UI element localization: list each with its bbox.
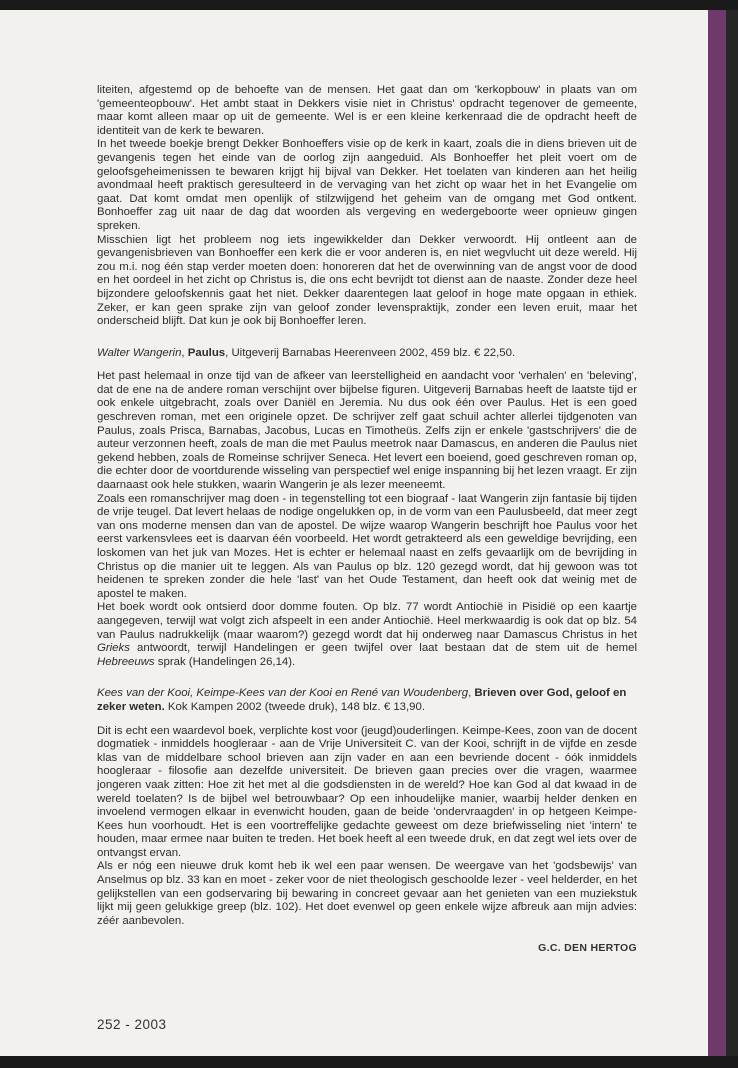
intro-paragraph-2: In het tweede boekje brengt Dekker Bonhoeffers visie op de kerk in kaart, zoals die in diens brieven uit de gevangenis tegen het einde van de oorlog zijn aangeduid. Als Bonhoeffer het pleit voert om de geloofsgeheimenissen te bewaren krijgt hij bijval van Dekker. Het toelaten van kinderen aan het heilig avondmaal heeft praktisch geresulteerd in de vervaging van het zicht op waar het in het Evangelie om gaat. Dat komt omdat men openlijk of stilzwijgend het geheim van de omgang met God ontkent. Bonhoeffer zag uit naar de dag dat woorden als vergeving en wedergeboorte weer opnieuw gingen spreken. bbox=[97, 138, 637, 232]
review2-separator: , bbox=[468, 687, 475, 700]
review1-p3-text-3: sprak (Handelingen 26,14). bbox=[154, 655, 296, 668]
review2-paragraph-1: Dit is echt een waardevol boek, verplichte kost voor (jeugd)ouderlingen. Keimpe-Kees, zoon van de docent dogmatiek - inmiddels hoogleraar - aan de Vrije Universiteit C. van der Kooi, schrijft in de vijfde en zesde klas van de middelbare school brieven aan zijn vader en aan een bevriende docent - óók inmiddels hoogleraar - filosofie aan dezelfde universiteit. De brieven gaan precies over die vragen, waarmee jongeren vaak zitten: Hoe zit het met al die godsdiensten in de wereld? Hoe kan God al dat kwaad in de wereld toelaten? Is de bijbel wel betrouwbaar? Op een inhoudelijke manier, waarbij helder denken en invoelend vermogen elkaar in evenwicht houden, gaan de beide 'ondervraagden' in op hetgeen Keimpe-Kees hun voorhoudt. Het is een voortreffelijke gedachte geweest om deze briefwisseling niet 'intern' te houden, maar ermee naar buiten te treden. Het boek heeft al een tweede druk, en dat zegt wel iets over de ontvangst ervan. bbox=[97, 724, 637, 859]
review1-paragraph-2: Zoals een romanschrijver mag doen - in tegenstelling tot een biograaf - laat Wangerin zijn fantasie bij tijden de vrije teugel. Dat levert helaas de nodige ongelukken op, in de vorm van een Paulusbeeld, dat meer zegt van ons moderne mensen dan van de apostel. De wijze waarop Wangerin beschrijft hoe Paulus voor het eerst varkensvlees eet is daarvan één voorbeeld. Het wordt getrakteerd als een geweldige bevrijding, een loskomen van het juk van Mozes. Het is echter er helemaal naast en zelfs gevaarlijk om de bevrijding in Christus op die manier uit te leggen. Als van Paulus op blz. 120 gezegd wordt, dat hij gewoon was tot heidenen te spreken zonder die hele 'last' van het Oude Testament, dan heeft ook dat weinig met de apostel te maken. bbox=[97, 492, 637, 600]
review-separator: , bbox=[181, 346, 188, 359]
review-publication: , Uitgeverij Barnabas Heerenveen 2002, 459 blz. € 22,50. bbox=[225, 346, 516, 359]
review2-authors: Kees van der Kooi, Keimpe-Kees van der Kooi en René van Woudenberg bbox=[97, 687, 469, 700]
page-folio: 252 - 2003 bbox=[97, 1017, 167, 1032]
review1-p3-italic-hebreeuws: Hebreeuws bbox=[97, 655, 155, 668]
scan-edge bbox=[726, 10, 738, 1056]
binding-spine bbox=[708, 10, 726, 1056]
review2-publication: Kok Kampen 2002 (tweede druk), 148 blz. € 13,90. bbox=[164, 700, 425, 713]
review2-book-title: Brieven over God, geloof en zeker weten. bbox=[97, 687, 627, 713]
review1-paragraph-3 bbox=[97, 601, 637, 669]
review-author: Walter Wangerin bbox=[97, 346, 182, 359]
text-column bbox=[97, 84, 637, 956]
review-heading-paulus bbox=[97, 347, 637, 361]
review1-p3-italic-grieks: Grieks bbox=[97, 642, 130, 655]
review2-paragraph-2: Als er nóg een nieuwe druk komt heb ik wel een paar wensen. De weergave van het 'godsbewijs' van Anselmus op blz. 33 kan en moet - zeker voor de niet theologisch geschoolde lezer - veel helderder, en het gelijkstellen van een godservaring bij bewaring in concreet gevaar aan het genieten van een muziekstuk lijkt mij geen gelukkige greep (blz. 102). Het doet evenwel op geen enkele wijze afbreuk aan mijn advies: zéér aanbevolen. bbox=[97, 860, 637, 927]
reviewer-signature: G.C. DEN HERTOG bbox=[538, 942, 637, 955]
review1-p3-text-2: antwoordt, terwijl Handelingen er geen twijfel over laat bestaan dat de stem uit de hemel bbox=[129, 642, 637, 655]
review-heading-brieven bbox=[97, 687, 637, 714]
review-book-title: Paulus bbox=[187, 346, 226, 359]
review1-paragraph-1: Het past helemaal in onze tijd van de afkeer van leerstelligheid en aandacht voor 'verhalen' en 'beleving', dat de ene na de andere roman verschijnt over bijbelse figuren. Uitgeverij Barnabas heeft de laatste tijd er ook enkele uitgebracht, zoals over Daniël en Jeremia. Nu dus ook één over Paulus. Het is een goed geschreven roman, met een originele opzet. De schrijver zelf gaat schuil achter allerlei tijdgenoten van Paulus, zoals Prisca, Barnabas, Jacobus, Lucas en Timotheüs. Zelfs zijn er enkele 'gastschrijvers' die de auteur verzonnen heeft, zoals de man die met Paulus meetrok naar Damascus, en anderen die Paulus niet gekend hebben, zoals de Romeinse schrijver Seneca. Het levert een boeiend, goed geschreven roman op, die echter door de voortdurende wisseling van perspectief wel enige inspanning bij het lezen vraagt. Er zijn daarnaast ook hele stukken, waarin Wangerin je als lezer meeneemt. bbox=[97, 370, 637, 492]
intro-paragraph-3: Misschien ligt het probleem nog iets ingewikkelder dan Dekker verwoordt. Hij ontleent aan de gevangenisbrieven van Bonhoeffer een kerk die er voor anderen is, en niet wegvlucht uit deze wereld. Hij zou m.i. nog één stap verder moeten doen: honoreren dat het de overwinning van de angst voor de dood en het oordeel in het zicht op Christus is, die ons echt bevrijdt tot dienst aan de naaste. Zonder deze heel bijzondere geloofskennis gaat het niet. Dekker daarentegen laat geloof in hoge mate opgaan in ethiek. Zeker, er kan geen sprake zijn van geloof zonder levenspraktijk, zonder een leven eruit, maar het onderscheid blijft. Dat kun je ook bij Bonhoeffer leren. bbox=[97, 233, 637, 328]
review1-p3-text-1: Het boek wordt ook ontsierd door domme fouten. Op blz. 77 wordt Antiochië in Pisidië op een kaartje aangegeven, terwijl wat volgt zich afspeelt in een ander Antiochië. Heel merkwaardig is ook dat op blz. 54 van Paulus nadrukkelijk (maar waarom?) gezegd wordt dat hij onderweg naar Damascus Christus in het bbox=[97, 601, 637, 641]
intro-paragraph-1: liteiten, afgestemd op de behoefte van de mensen. Het gaat dan om 'kerkopbouw' in plaats van om 'gemeenteopbouw'. Het ambt staat in Dekkers visie niet in Christus' opdracht tegenover de gemeente, maar komt alleen maar op uit de gemeente. Wel is er een kleine kerkenraad die de opdracht heeft de identiteit van de kerk te bewaren. bbox=[97, 84, 637, 137]
